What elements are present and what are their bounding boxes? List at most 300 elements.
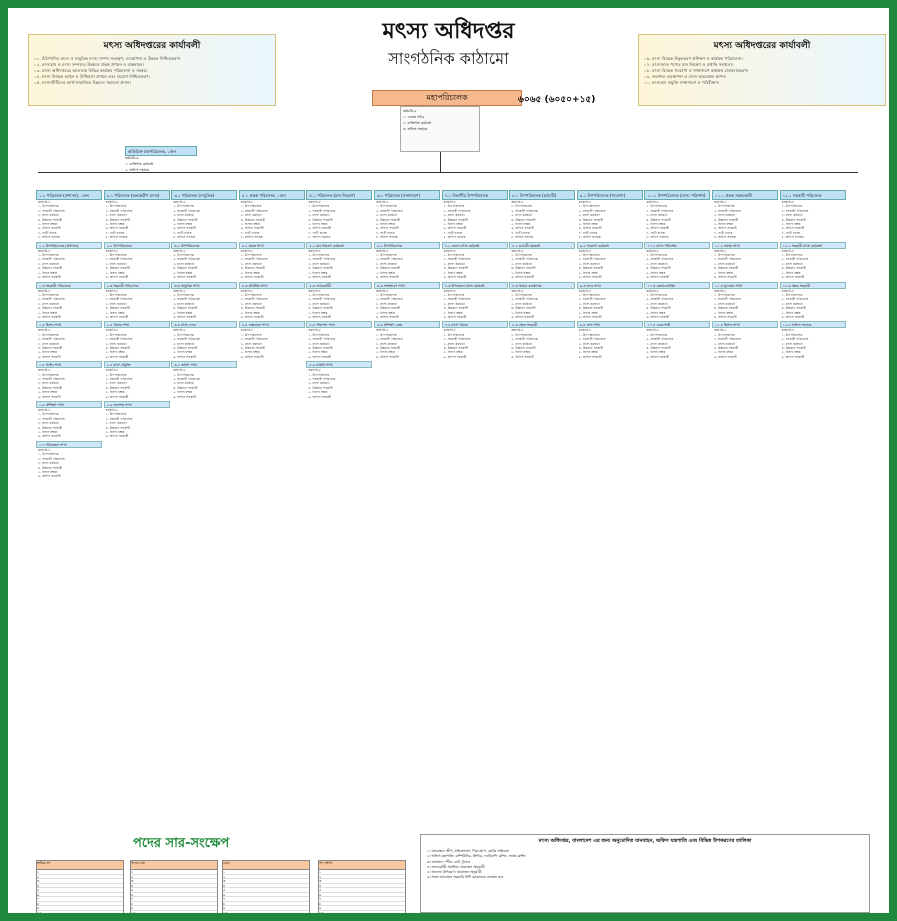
summary-table-row: ৩ (37, 879, 123, 884)
staff-line: ৪. উচ্চমান সহকারী (376, 266, 401, 271)
staff-line: ২. সহকারী পরিচালক (240, 337, 268, 342)
staff-line: ৩. মৎস্য কর্মকর্তা (376, 341, 398, 346)
staff-line: ৫. হিসাব রক্ষক (173, 350, 193, 355)
staff-list (374, 328, 440, 359)
staff-line: ২. সহকারী পরিচালক (38, 416, 65, 421)
summary-title: পদের সার-সংক্ষেপ (133, 836, 230, 851)
staff-line: ৪. উচ্চমান সহকারী (578, 266, 604, 271)
staff-line: ১. উপপরিচালক (781, 204, 803, 209)
staff-line: কর্মচারি-৮ (511, 328, 524, 333)
summary-table-row: ৯ (223, 906, 309, 911)
org-column (577, 190, 643, 359)
staff-line: ৬. অফিস সহকারী (105, 275, 129, 280)
functions-left-item: ০২. মৎস্যচাষ ও মৎস্য সম্পদের উন্নয়নে প্রকল্প প্রণয়ন ও বাস্তবায়ন। (34, 62, 145, 67)
staff-line: ২. সহকারী পরিচালক (105, 208, 133, 213)
page-title: মৎস্য অধিদপ্তর (382, 18, 515, 44)
org-column (239, 190, 305, 359)
sub-unit-header: ৯.৩ ল্যাব শাখা (577, 282, 643, 289)
staff-line: ৩. মৎস্য কর্মকর্তা (38, 301, 60, 306)
staff-line: ২. সহকারী পরিচালক (240, 208, 268, 213)
staff-line: ১. উপপরিচালক (308, 292, 330, 297)
staff-line: কর্মচারি-৮ (781, 288, 795, 293)
staff-line: ৪. উচ্চমান সহকারী (781, 306, 806, 311)
staff-line: ২. সহকারী পরিচালক (578, 208, 606, 213)
staff-line: ৬. অফিস সহকারী (173, 394, 197, 399)
sub-unit-header: ৭.২ জেলা মৎস্য কর্মকর্তা (442, 242, 508, 249)
staff-line: কর্মচারি-৮ (443, 248, 457, 253)
summary-table-row: ৭ (37, 897, 123, 902)
staff-line: ৭. গাড়ী চালক (578, 230, 598, 235)
staff-line: ২. সহকারী পরিচালক (376, 257, 403, 262)
staff-line: কর্মচারি-৮ (376, 248, 389, 253)
staff-line: ৪. উচ্চমান সহকারী (646, 306, 671, 311)
staff-line: ১. উপপরিচালক (38, 412, 59, 417)
staff-line: ৩. মৎস্য কর্মকর্তা (240, 301, 262, 306)
staff-line: ২. সহকারী পরিচালক (240, 257, 268, 262)
summary-table-row: ৬ (37, 893, 123, 898)
staff-line: ৫. হিসাব রক্ষক (308, 270, 328, 275)
staff-line: ৬. অফিস সহকারী (781, 275, 805, 280)
staff-line: ১. উপপরিচালক (173, 332, 195, 337)
staff-line: ২. সহকারী পরিচালক (646, 257, 674, 262)
staff-line: ২. সহকারী পরিচালক (443, 297, 471, 302)
staff-line: ৪. উচ্চমান সহকারী (443, 345, 468, 350)
staff-line: ৩. মৎস্য কর্মকর্তা (443, 213, 465, 218)
summary-table-row: ৭ (319, 897, 405, 902)
staff-line: ৩. মৎস্য কর্মকর্তা (443, 261, 465, 266)
sub-unit-header: ১.৭ পরিকল্পনা শাখা (36, 441, 102, 448)
sub-unit-header: ১২.৪ অফিস সহায়ক (780, 321, 846, 328)
staff-line: ৬. অফিস সহকারী (376, 314, 399, 319)
staff-line: কর্মচারি-৮ (578, 200, 592, 204)
staff-line: কর্মচারি-৮ (240, 328, 254, 333)
staff-line: ৫. হিসাব রক্ষক (38, 430, 58, 435)
staff-line: ৫. হিসাব রক্ষক (511, 350, 531, 355)
staff-line: কর্মচারি-৮ (173, 248, 186, 253)
sub-unit-header: ২.৩ সহকারী পরিচালক (104, 282, 170, 289)
sub-unit-header: ৩.২ উপপরিচালক (171, 242, 237, 249)
staff-line: ২. সহকারী পরিচালক (714, 257, 741, 262)
staff-line: ৪. উচ্চমান সহকারী (781, 266, 806, 271)
summary-table-row: ১ (131, 870, 217, 875)
staff-line: কর্মচারি-৮ (105, 288, 119, 293)
summary-table-row: ২ (319, 875, 405, 880)
staff-line: ৫. হিসাব রক্ষক (511, 310, 531, 315)
functions-left-heading: মৎস্য অধিদপ্তরের কার্যাবলী (103, 41, 201, 51)
staff-line: ২. সহকারী পরিচালক (781, 297, 809, 302)
staff-line: ২. সহকারী পরিচালক (376, 337, 403, 342)
staff-line: কর্মচারি-৮ (308, 200, 321, 204)
staff-line: ১. উপপরিচালক (714, 253, 735, 258)
staff-line: ৩. মৎস্য কর্মকর্তা (173, 213, 195, 218)
staff-line: ১. উপপরিচালক (443, 253, 465, 258)
staff-line: ৬. অফিস সহকারী (443, 354, 467, 359)
staff-line: কর্মচারি-৮ (578, 248, 592, 253)
staff-line: ২. সহকারী পরিচালক (376, 208, 403, 213)
staff-line: ৬. অফিস সহকারী (511, 226, 535, 231)
staff-line: ১. উপপরিচালক (781, 292, 803, 297)
staff-line: ১. উপপরিচালক (646, 292, 668, 297)
summary-table-row: ৪ (319, 884, 405, 889)
staff-line: ৪. উচ্চমান সহকারী (38, 306, 63, 311)
staff-list (171, 249, 237, 280)
staff-line: ৬. অফিস সহকারী (38, 226, 61, 231)
staff-line: ৬. অফিস সহকারী (38, 275, 61, 280)
staff-line: ৩. মৎস্য কর্মকর্তা (714, 341, 736, 346)
sub-unit-header: ১.২ উপপরিচালক (প্রশাসন) (36, 242, 102, 249)
sub-unit-header: ১.৫ আইন শাখা (36, 361, 102, 368)
staff-line: ৮. অফিস সহায়ক (646, 235, 669, 240)
staff-line: কর্মচারি-৮ (240, 200, 254, 204)
staff-line: ২. সহকারী পরিচালক (578, 257, 606, 262)
summary-table (222, 860, 310, 915)
staff-list (712, 200, 778, 240)
staff-line: ৪. উচ্চমান সহকারী (173, 385, 198, 390)
summary-table-header: পদের নাম (131, 861, 217, 870)
summary-table-row: ১০ (223, 911, 309, 916)
dg-staff-line: ২. ব্যক্তিগত কর্মকর্তা (403, 121, 432, 125)
summary-table-row: ৩ (319, 879, 405, 884)
staff-line: ৪. উচ্চমান সহকারী (578, 345, 604, 350)
staff-line: ২. সহকারী পরিচালক (646, 297, 674, 302)
staff-line: কর্মচারি-৮ (105, 328, 119, 333)
lead-staff-line: কর্মচারি-৬ (125, 156, 139, 160)
staff-line: ৭. গাড়ী চালক (781, 230, 801, 235)
staff-line: ৩. মৎস্য কর্মকর্তা (240, 261, 262, 266)
sub-unit-header: ৯.৪ তথ্য শাখা (577, 321, 643, 328)
staff-line: ৩. মৎস্য কর্মকর্তা (105, 421, 127, 426)
staff-line: ৬. অফিস সহকারী (646, 354, 670, 359)
summary-table (130, 860, 218, 915)
sub-unit-header: ১১.৪ হিসাব শাখা (712, 321, 778, 328)
staff-line: ৩. মৎস্য কর্মকর্তা (105, 301, 127, 306)
staff-line: কর্মচারি-৮ (240, 248, 254, 253)
staff-line: ২. সহকারী পরিচালক (173, 377, 200, 381)
staff-line: ১. উপপরিচালক (376, 253, 397, 258)
director-general-box: মহাপরিচালক (372, 90, 522, 106)
staff-line: ৫. হিসাব রক্ষক (376, 222, 396, 227)
staff-line: ২. সহকারী পরিচালক (38, 377, 65, 381)
staff-line: ৫. হিসাব রক্ষক (38, 270, 58, 275)
staff-line: ১. উপপরিচালক (105, 332, 127, 337)
org-column (104, 190, 170, 439)
staff-list (239, 200, 305, 240)
staff-line: কর্মচারি-৮ (38, 408, 51, 413)
staff-line: কর্মচারি-৮ (781, 328, 795, 333)
staff-line: ৫. হিসাব রক্ষক (105, 270, 125, 275)
total-post-count: ৬০৬৫ (৬০৫০+১৫) (518, 95, 596, 105)
staff-line: ১. উপপরিচালক (240, 332, 262, 337)
staff-line: কর্মচারি-৮ (376, 328, 389, 333)
staff-line: কর্মচারি-৮ (308, 368, 321, 373)
staff-line: ৫. হিসাব রক্ষক (308, 350, 328, 355)
staff-line: ৮. অফিস সহায়ক (714, 235, 737, 240)
staff-line: কর্মচারি-৮ (511, 248, 524, 253)
sub-unit-header: ১২.৩ ক্ষেত্র সহকারী (780, 282, 846, 289)
staff-line: ১. উপপরিচালক (38, 452, 59, 457)
staff-line: ৬. অফিস সহকারী (781, 226, 805, 231)
staff-line: ৬. অফিস সহকারী (105, 354, 129, 359)
staff-line: কর্মচারি-৮ (38, 248, 51, 253)
staff-line: ৩. মৎস্য কর্মকর্তা (173, 381, 195, 386)
staff-line: ১. উপপরিচালক (173, 292, 195, 297)
staff-line: ১. উপপরিচালক (781, 332, 803, 337)
column-header: ৬.১ পরিচালক (সম্প্রসারণ) (374, 190, 440, 200)
staff-line: ১. উপপরিচালক (173, 204, 195, 209)
sub-unit-header: ১০.৪ চেকপোস্ট (644, 321, 710, 328)
staff-line: ২. সহকারী পরিচালক (781, 257, 809, 262)
org-column (442, 190, 508, 359)
column-header: ১০.১ উপপরিচালক (মৎস্য পরিদর্শন) (644, 190, 710, 200)
staff-line: ৫. হিসাব রক্ষক (240, 310, 260, 315)
summary-table-row: ৩ (223, 879, 309, 884)
column-header: ১১.১ প্রকল্প সমন্বয়কারী (712, 190, 778, 200)
staff-line: ৭. গাড়ী চালক (714, 230, 733, 235)
staff-line: কর্মচারি-৮ (443, 200, 457, 204)
staff-list (577, 289, 643, 320)
summary-table-row: ১০ (319, 911, 405, 916)
staff-list (442, 249, 508, 280)
staff-line: ১. উপপরিচালক (240, 253, 262, 258)
staff-line: ৩. মৎস্য কর্মকর্তা (105, 381, 127, 386)
staff-line: ১. উপপরিচালক (173, 372, 195, 377)
staff-line: ৪. উচ্চমান সহকারী (173, 217, 198, 222)
staff-line: ৮. অফিস সহায়ক (105, 235, 128, 240)
staff-line: ৫. হিসাব রক্ষক (578, 222, 598, 227)
summary-table (318, 860, 406, 915)
staff-line: ৩. মৎস্য কর্মকর্তা (578, 341, 600, 346)
staff-line: ৩. মৎস্য কর্মকর্তা (646, 213, 668, 218)
summary-table-row: ৫ (319, 888, 405, 893)
functions-right-item: ০৮. মৎস্য বিষয়ক গবেষণা ও সম্প্রসারণ কার্যক্রম জোরদারকরণ। (644, 68, 749, 73)
summary-table-row: ৩ (131, 879, 217, 884)
functions-left-item: ০৫. মৎস্যজীবীদের আর্থ-সামাজিক উন্নয়নে সহায়তা প্রদান। (34, 80, 131, 85)
staff-line: ৬. অফিস সহকারী (240, 354, 264, 359)
summary-table-row: ৯ (131, 906, 217, 911)
staff-line: ৬. অফিস সহকারী (376, 226, 399, 231)
dg-staff-box (400, 106, 480, 152)
sub-unit-header: ৪.২ প্রকল্প শাখা (239, 242, 305, 249)
staff-line: ২. সহকারী পরিচালক (781, 337, 809, 342)
summary-table-row: ২ (131, 875, 217, 880)
staff-line: ৪. উচ্চমান সহকারী (240, 217, 266, 222)
staff-line: ৪. উচ্চমান সহকারী (714, 306, 739, 311)
summary-table-header: গ্রেড (223, 861, 309, 870)
staff-line: ৪. উচ্চমান সহকারী (308, 306, 333, 311)
sub-unit-header: ১.৩ সহকারী পরিচালক (36, 282, 102, 289)
staff-line: ৫. হিসাব রক্ষক (578, 310, 598, 315)
staff-line: ৪. উচ্চমান সহকারী (714, 345, 739, 350)
staff-list (644, 249, 710, 280)
summary-table-row: ৬ (131, 893, 217, 898)
staff-line: ১. উপপরিচালক (376, 332, 397, 337)
staff-list (509, 328, 575, 359)
staff-line: কর্মচারি-৮ (105, 200, 119, 204)
staff-line: ৩. মৎস্য কর্মকর্তা (511, 213, 533, 218)
org-column (306, 190, 372, 399)
staff-line: ৩. মৎস্য কর্মকর্তা (173, 261, 195, 266)
staff-line: ৫. হিসাব রক্ষক (578, 350, 598, 355)
staff-line: ৩. মৎস্য কর্মকর্তা (173, 341, 195, 346)
summary-table-row: ১ (319, 870, 405, 875)
staff-line: ৪. উচ্চমান সহকারী (38, 266, 63, 271)
staff-line: ১. উপপরিচালক (376, 292, 397, 297)
staff-line: ৩. মৎস্য কর্মকর্তা (308, 341, 330, 346)
summary-table-row: ৭ (131, 897, 217, 902)
staff-line: ৫. হিসাব রক্ষক (714, 222, 734, 227)
staff-line: কর্মচারি-৮ (105, 248, 119, 253)
staff-line: ৩. মৎস্য কর্মকর্তা (714, 301, 736, 306)
staff-line: কর্মচারি-৮ (308, 248, 321, 253)
staff-line: ৬. অফিস সহকারী (105, 434, 129, 439)
staff-line: কর্মচারি-৮ (578, 328, 592, 333)
staff-line: ১. উপপরিচালক (38, 204, 59, 209)
sub-unit-header: ৬.২ উপপরিচালক (374, 242, 440, 249)
sub-unit-header: ৫.৪ পরিদর্শন শাখা (306, 321, 372, 328)
staff-line: ৫. হিসাব রক্ষক (376, 310, 396, 315)
staff-line: ৭. গাড়ী চালক (646, 230, 665, 235)
staff-list (36, 289, 102, 320)
staff-line: ৭. গাড়ী চালক (308, 230, 327, 235)
notes-panel (420, 834, 870, 913)
notes-item: ৬। সকল যানবাহন সরকারি বিধি মোতাবেক ব্যবহৃত হবে (427, 875, 504, 880)
staff-line: ৭. গাড়ী চালক (443, 230, 463, 235)
notes-item: ৫। অন্যান্য উপকরণ: প্রয়োজন অনুযায়ী (427, 870, 482, 875)
staff-line: ৪. উচ্চমান সহকারী (173, 306, 198, 311)
staff-line: ৫. হিসাব রক্ষক (105, 350, 125, 355)
staff-line: কর্মচারি-৮ (308, 288, 321, 293)
staff-line: কর্মচারি-৮ (38, 288, 51, 293)
staff-line: ৪. উচ্চমান সহকারী (376, 345, 401, 350)
sub-unit-header: ৫.৩ ল্যাবরেটরী (306, 282, 372, 289)
summary-table-row: ৭ (223, 897, 309, 902)
summary-table-row: ৪ (37, 884, 123, 889)
staff-line: ৪. উচ্চমান সহকারী (173, 266, 198, 271)
staff-line: ৩. মৎস্য কর্মকর্তা (511, 301, 533, 306)
staff-line: ৪. উচ্চমান সহকারী (240, 345, 266, 350)
summary-table-row: ১০ (37, 911, 123, 916)
staff-list (104, 408, 170, 439)
staff-line: ৮. অফিস সহায়ক (173, 235, 196, 240)
staff-line: ৬. অফিস সহকারী (38, 394, 61, 399)
staff-line: ১. উপপরিচালক (578, 204, 600, 209)
notes-item: ১। যানবাহন: জীপ, মাইক্রোবাস, পিক-আপ, মোটর সাইকেল (427, 849, 510, 853)
staff-line: ৩. মৎস্য কর্মকর্তা (308, 301, 330, 306)
staff-line: ২. সহকারী পরিচালক (38, 257, 65, 262)
staff-line: ১. উপপরিচালক (646, 253, 668, 258)
staff-line: ৬. অফিস সহকারী (781, 354, 805, 359)
sub-unit-header: ৩.৩ সামুদ্রিক শাখা (171, 282, 237, 289)
staff-line: ৪. উচ্চমান সহকারী (38, 425, 63, 430)
staff-line: ৬. অফিস সহকারী (105, 394, 129, 399)
staff-line: ২. সহকারী পরিচালক (38, 337, 65, 342)
staff-line: ৮. অফিস সহায়ক (38, 235, 61, 240)
notes-heading: মৎস্য অধিদপ্তর, বাংলাদেশ এর জন্য অনুমোদিত যানবাহন, অফিস যন্ত্রপাতি এবং বিভিন্ন উপকরণের তালিকা (538, 838, 752, 844)
column-header: ১২.১ সহকারী পরিচালক (780, 190, 846, 200)
staff-line: কর্মচারি-৮ (376, 288, 389, 293)
staff-line: ৩. মৎস্য কর্মকর্তা (714, 213, 736, 218)
staff-line: ৪. উচ্চমান সহকারী (308, 345, 333, 350)
sub-unit-header: ৬.৪ প্রশিক্ষণ কেন্দ্র (374, 321, 440, 328)
staff-line: কর্মচারি-৮ (38, 328, 51, 333)
staff-line: ৬. অফিস সহকারী (511, 354, 535, 359)
staff-line: ৬. অফিস সহকারী (578, 226, 602, 231)
column-header: ৯.১ উপপরিচালক (গবেষণা) (577, 190, 643, 200)
summary-table-row: ৬ (223, 893, 309, 898)
staff-line: ৬. অফিস সহকারী (38, 474, 61, 479)
staff-list (712, 289, 778, 320)
staff-line: ৫. হিসাব রক্ষক (308, 310, 328, 315)
staff-line: ২. সহকারী পরিচালক (376, 297, 403, 302)
staff-list (104, 289, 170, 320)
staff-line: ৫. হিসাব রক্ষক (173, 310, 193, 315)
staff-line: ১. উপপরিচালক (578, 253, 600, 258)
summary-table-header: পদ সংখ্যা (319, 861, 405, 870)
staff-line: ৫. হিসাব রক্ষক (511, 222, 531, 227)
staff-line: ৪. উচ্চমান সহকারী (38, 345, 63, 350)
staff-line: ৩. মৎস্য কর্মকর্তা (308, 213, 330, 218)
staff-line: ২. সহকারী পরিচালক (578, 337, 606, 342)
staff-line: ৪. উচ্চমান সহকারী (308, 385, 333, 390)
staff-line: ২. সহকারী পরিচালক (38, 208, 65, 213)
staff-line: ৫. হিসাব রক্ষক (38, 390, 58, 395)
staff-line: ৪. উচ্চমান সহকারী (511, 306, 536, 311)
sub-unit-header: ২.৫ মৎস্য প্রযুক্তি (104, 361, 170, 368)
staff-line: ২. সহকারী পরিচালক (443, 337, 471, 342)
staff-line: ২. সহকারী পরিচালক (173, 257, 200, 262)
staff-line: ৪. উচ্চমান সহকারী (105, 217, 130, 222)
staff-line: ৫. হিসাব রক্ষক (646, 310, 666, 315)
staff-line: কর্মচারি-৮ (646, 200, 659, 204)
staff-line: ৫. হিসাব রক্ষক (105, 310, 125, 315)
staff-list (36, 328, 102, 359)
staff-list (239, 249, 305, 280)
staff-line: ৮. অফিস সহায়ক (511, 235, 534, 240)
staff-list (442, 328, 508, 359)
staff-line: ৬. অফিস সহকারী (308, 226, 332, 231)
staff-line: ৫. হিসাব রক্ষক (308, 222, 328, 227)
sub-unit-header: ২.৪ খামার শাখা (104, 321, 170, 328)
staff-line: ৪. উচ্চমান সহকারী (308, 266, 333, 271)
staff-line: ৪. উচ্চমান সহকারী (578, 306, 604, 311)
staff-line: ৬. অফিস সহকারী (646, 314, 670, 319)
staff-line: ২. সহকারী পরিচালক (646, 208, 674, 213)
staff-line: ৫. হিসাব রক্ষক (714, 310, 734, 315)
staff-line: ২. সহকারী পরিচালক (781, 208, 809, 213)
staff-line: ১. উপপরিচালক (646, 332, 668, 337)
staff-line: ৬. অফিস সহকারী (376, 275, 399, 280)
staff-line: ৬. অফিস সহকারী (578, 275, 602, 280)
staff-line: কর্মচারি-৮ (105, 368, 119, 373)
staff-line: ৪. উচ্চমান সহকারী (308, 217, 333, 222)
lead-staff-line: ২. অফিস সহায়ক (125, 168, 150, 172)
staff-line: ২. সহকারী পরিচালক (240, 297, 268, 302)
staff-line: ৫. হিসাব রক্ষক (240, 270, 260, 275)
staff-line: ১. উপপরিচালক (714, 332, 735, 337)
staff-line: ৬. অফিস সহকারী (308, 275, 332, 280)
staff-list (171, 289, 237, 320)
staff-line: ১. উপপরিচালক (105, 412, 127, 417)
column-header: ৪.১ প্রকল্প পরিচালক, ১জন (239, 190, 305, 200)
staff-line: ৩. মৎস্য কর্মকর্তা (105, 341, 127, 346)
staff-line: ৬. অফিস সহকারী (173, 226, 197, 231)
staff-line: কর্মচারি-৮ (105, 408, 119, 413)
staff-line: ৫. হিসাব রক্ষক (173, 222, 193, 227)
sub-unit-header: ৮.২ হ্যাচারী কর্মকর্তা (509, 242, 575, 249)
staff-line: ৪. উচ্চমান সহকারী (38, 385, 63, 390)
staff-line: ৬. অফিস সহকারী (714, 354, 737, 359)
staff-list (171, 368, 237, 399)
